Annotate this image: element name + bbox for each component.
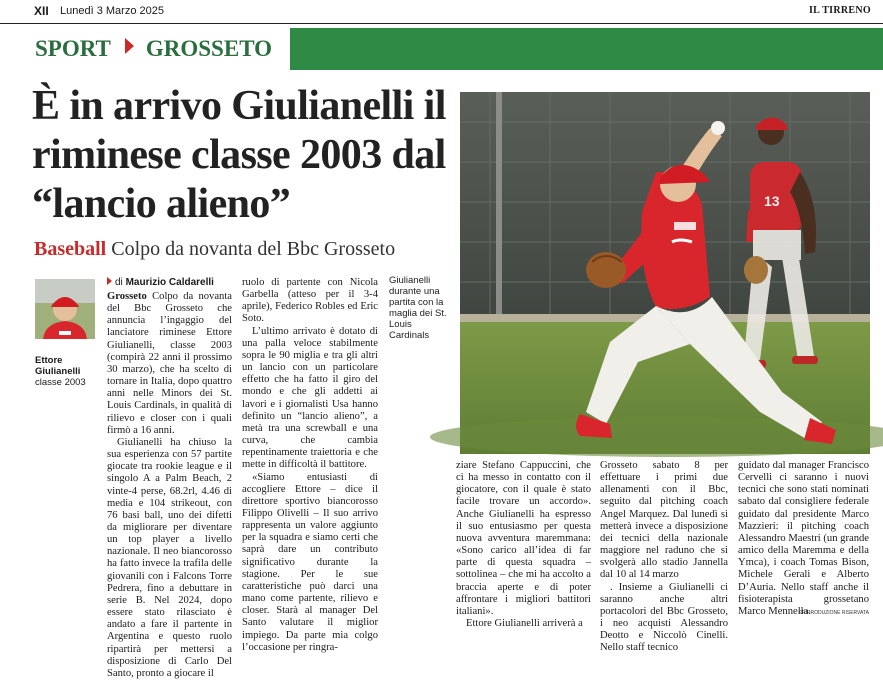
section-secondary: GROSSETO <box>145 36 273 61</box>
column-2-paragraph-2: L’ultimo arrivato è dotato di una palla veloce stabilmente sopra le 90 miglia e tra gli altri un lancio con un particolare effetto che ha fatto il giro del mondo e che gli addetti ai lavori e i giornalisti Usa hanno definito un “lancio alieno”, a metà tra una screwball e una curva, che cambia repentinamente traiettoria e che mette in difficoltà il battitore. <box>242 325 378 471</box>
byline <box>107 277 232 288</box>
section-primary: SPORT <box>35 36 111 61</box>
page-number: XII <box>34 4 49 18</box>
author-name: Maurizio Caldarelli <box>125 277 214 288</box>
baseball-pitcher-photo <box>460 92 870 454</box>
column-1-paragraph-1: Colpo da novanta del Bbc Grosseto che annuncia l’ingaggio del lanciatore riminese Ettore Giulianelli, classe 2003 (compirà 22 anni il prossimo 30 marzo), che ha scelto di tornare in Italia, dopo quattro anni nelle Minors dei St. Louis Cardinals, in qualità di rilievo e closer con i quali firmò a 16 anni. <box>107 291 232 436</box>
column-4-paragraph-2: . Insieme a Giulianelli ci saranno anche altri portacolori del Bbc Grosseto, i neo acquisti Alessandro Deotto e Niccolò Cinelli. Nello staff tecnico <box>600 581 728 654</box>
subheadline <box>34 238 395 261</box>
pitcher-photo-illustration <box>460 92 870 454</box>
page-header <box>0 0 883 24</box>
column-5-paragraph-1: guidato dal manager Francisco Cervelli ci saranno i nuovi tecnici che sono stati nominati sabato dal consigliere federale guidato dal presidente Marco Mazzieri: il pitching coach Alessandro Maestri (un grande amico della Maremma e della Ymca), i coach Tomas Bison, Michele Gerali e Alberto D’Auria. Nello staff anche il fisioterapista grossetano Marco Mennella. <box>738 460 869 617</box>
byline-marker-icon <box>107 277 112 285</box>
photo-caption: Giulianelli durante una partita con la maglia dei St. Louis Cardinals <box>389 275 447 341</box>
section-marker-icon <box>125 38 134 54</box>
article-column-2 <box>242 277 378 653</box>
page-date: Lunedì 3 Marzo 2025 <box>60 5 164 17</box>
player-portrait-illustration <box>35 279 95 339</box>
portrait-caption-name: Ettore Giulianelli <box>35 355 81 377</box>
kicker: Baseball <box>34 238 107 260</box>
column-2-paragraph-3: «Siamo entusiasti di accogliere Ettore – dice il direttore sportivo biancorosso Filippo Olivelli – Il suo arrivo rappresenta un valore aggiunto per la squadra e siamo certi che saprà dare un contributo significativo durante la stagione. Per le sue caratteristiche può darci una mano come partente, rilievo e closer. Starà al manager Del Santo valutare il miglior impiego. Da parte mia colgo l’occasione per ringra- <box>242 471 378 653</box>
column-3-paragraph-2: Ettore Giulianelli arriverà a <box>466 618 583 630</box>
column-1-paragraph-2: Giulianelli ha chiuso la sua esperienza con 57 partite giocate tra rookie league e il singolo A a Palm Beach, 2 vinte-4 perse, 68.2rl, 4.46 di media e 104 strikeout, con 76 basi ball, uno dei difetti da migliorare per diventare un top player a livello nazionale. Il neo biancorosso ha fatto invece la trafila delle giovanili con i Falcons Torre Pedrera, fino a debuttare in serie B. Nel 2024, dopo essere stato rilasciato è andato a fare il partente in Argentina e questo ruolo ripartirà per mettersi a disposizione di Carlo Del Santo, pronto a giocare il <box>107 436 232 679</box>
portrait-caption <box>35 355 95 388</box>
dateline: Grosseto <box>107 291 147 302</box>
column-2-paragraph-1: ruolo di partente con Nicola Garbella (atteso per il 3-4 aprile), Federico Robles ed Eric Soto. <box>242 277 378 325</box>
copyright-notice: ©RIPRODUZIONE RISERVATA <box>798 610 869 616</box>
author-portrait <box>35 279 95 339</box>
section-label <box>35 36 272 62</box>
article-column-4 <box>600 460 728 654</box>
subheadline-text: Colpo da novanta del Bbc Grosseto <box>111 238 396 260</box>
portrait-caption-detail: classe 2003 <box>35 377 86 388</box>
article-column-3 <box>456 460 591 630</box>
newspaper-name: IL TIRRENO <box>808 5 871 16</box>
column-4-paragraph-1: Grosseto sabato 8 per effettuare i primi due allenamenti con il Bbc, seguito dal pitching coach Angel Marquez. Dal lunedì si metterà invece a disposizione dei tecnici della nazionale maggiore nel raduno che si svolgerà allo stadio Jannella dal 10 al 14 marzo <box>600 460 728 581</box>
article-column-1 <box>107 277 232 679</box>
headline: È in arrivo Giulianelli il riminese classe 2003 dal “lancio alieno” <box>32 83 446 227</box>
section-color-bar <box>290 28 883 70</box>
column-3-paragraph-1: ziare Stefano Cappuccini, che ci ha messo in contatto con il giocatore, con il quale è stato facile trovare un accordo». Anche Giulianelli ha espresso il suo entusiasmo per questa nuova avventura maremmana: «Sono carico all’idea di far parte di questa squadra – sottolinea – che mi ha accolto a braccia aperte e di poter affrontare i migliori battitori italiani». <box>456 460 591 617</box>
jersey-number-decor: 13 <box>764 193 780 209</box>
byline-prefix: di <box>115 277 123 288</box>
